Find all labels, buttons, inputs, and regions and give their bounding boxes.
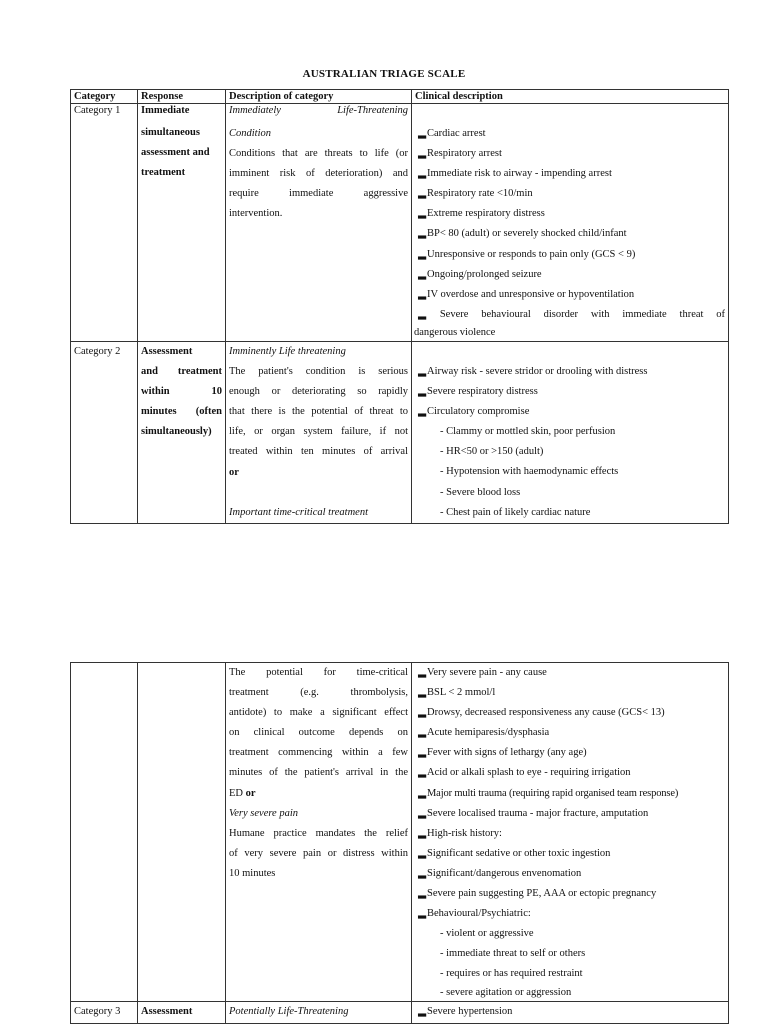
list-item: ▂Major multi trauma (requiring rapid organised team response) <box>418 787 679 799</box>
header-category: Category <box>71 90 138 104</box>
category-2-cont-description: The potential for time-critical treatment (e.g. thrombolysis, antidote) to make a significant effect on clinical outcome depends on treatment commencing within a few minutes of the patient's arrival in the ED or Very severe pain Humane practice mandates the relief of very severe pain or distress within 10 minutes <box>226 663 412 1002</box>
list-item: ▂Fever with signs of lethargy (any age) <box>418 747 587 759</box>
list-item: - Hypotension with haemodynamic effects <box>440 466 619 478</box>
list-item: ▂Significant/dangerous envenomation <box>418 867 582 879</box>
category-3-description: Potentially Life-Threatening <box>226 1001 412 1023</box>
list-item: ▂Severe localised trauma - major fracture, amputation <box>418 807 649 819</box>
list-item: ▂Severe respiratory distress <box>418 386 538 398</box>
category-1-clinical: ▂Cardiac arrest ▂Respiratory arrest ▂Immediate risk to airway - impending arrest ▂Respiratory rate <10/min ▂Extreme respiratory distress ▂BP< 80 (adult) or severely shocked child/infant ▂Unresponsive or responds to pain only (GCS < 9) ▂Ongoing/prolonged seizure ▂IV overdose and unresponsive or hypoventilation ▂ Severe behavioural disorder with immediate threat of dangerous violence <box>412 104 729 342</box>
list-item: ▂Acute hemiparesis/dysphasia <box>418 727 550 739</box>
list-item: - Severe blood loss <box>440 486 521 498</box>
list-item: ▂Respiratory rate <10/min <box>418 188 533 200</box>
list-item: - severe agitation or aggression <box>440 986 572 998</box>
list-item: ▂Severe pain suggesting PE, AAA or ectopic pregnancy <box>418 888 657 900</box>
category-2-cont-label <box>71 663 138 1002</box>
category-1-label: Category 1 <box>71 104 138 342</box>
table-header-row <box>71 90 729 104</box>
table-row-category-2-continued <box>71 663 729 1002</box>
list-item: ▂BP< 80 (adult) or severely shocked child/infant <box>418 228 627 240</box>
category-1-response: Immediate simultaneous assessment and treatment <box>138 104 226 342</box>
list-item: - Chest pain of likely cardiac nature <box>440 506 591 518</box>
table-row-category-2 <box>71 341 729 523</box>
list-item: ▂IV overdose and unresponsive or hypoventilation <box>418 288 635 300</box>
table-row-category-3 <box>71 1001 729 1023</box>
list-item: ▂Respiratory arrest <box>418 148 502 160</box>
list-item: ▂BSL < 2 mmol/l <box>418 687 496 699</box>
list-item: ▂Significant sedative or other toxic ingestion <box>418 847 611 859</box>
header-response: Response <box>138 90 226 104</box>
list-item: ▂Immediate risk to airway - impending arrest <box>418 168 612 180</box>
document-title: AUSTRALIAN TRIAGE SCALE <box>302 68 466 80</box>
list-item: ▂Very severe pain - any cause <box>418 667 547 678</box>
list-item: ▂Severe hypertension <box>418 1005 513 1017</box>
list-item: ▂Ongoing/prolonged seizure <box>418 268 542 280</box>
category-3-clinical <box>412 1001 729 1023</box>
list-item: ▂Behavioural/Psychiatric: <box>418 908 531 920</box>
category-2-cont-response <box>138 663 226 1002</box>
header-description: Description of category <box>226 90 412 104</box>
list-item: ▂Unresponsive or responds to pain only (GCS < 9) <box>418 248 636 260</box>
list-item: ▂Acid or alkali splash to eye - requiring irrigation <box>418 767 631 779</box>
category-2-description: Imminently Life threatening The patient's condition is serious enough or deteriorating so rapidly that there is the potential of threat to life, or organ system failure, if not treated within ten minutes of arrival or Important time-critical treatment <box>226 341 412 523</box>
category-2-clinical <box>412 341 729 523</box>
category-3-label: Category 3 <box>71 1001 138 1023</box>
list-item: ▂High-risk history: <box>418 827 502 839</box>
list-item: ▂Extreme respiratory distress <box>418 208 545 220</box>
list-item: ▂Circulatory compromise <box>418 406 530 418</box>
list-item: ▂Drowsy, decreased responsiveness any cause (GCS< 13) <box>418 707 665 719</box>
table-row-category-1 <box>71 104 729 342</box>
list-item: - immediate threat to self or others <box>440 948 586 960</box>
list-item: - requires or has required restraint <box>440 968 583 980</box>
list-item: ▂ Severe behavioural disorder with immediate threat of <box>418 308 726 320</box>
list-item: - violent or aggressive <box>440 928 534 940</box>
triage-table-part-1 <box>70 89 729 524</box>
category-2-cont-clinical <box>412 663 729 1002</box>
list-item: - HR<50 or >150 (adult) <box>440 446 544 458</box>
list-item: ▂Cardiac arrest <box>418 128 486 139</box>
category-2-response: Assessment and treatment within 10 minutes (often simultaneously) <box>138 341 226 523</box>
category-3-response: Assessment <box>138 1001 226 1023</box>
list-item: ▂Airway risk - severe stridor or drooling with distress <box>418 365 648 377</box>
list-item: - Clammy or mottled skin, poor perfusion <box>440 426 616 438</box>
category-2-label: Category 2 <box>71 341 138 523</box>
triage-table-part-2 <box>70 662 729 1024</box>
header-clinical: Clinical description <box>412 90 729 104</box>
category-1-description: Immediately Life-Threatening Condition Conditions that are threats to life (or imminent risk of deterioration) and require immediate aggressive intervention. <box>226 104 412 342</box>
